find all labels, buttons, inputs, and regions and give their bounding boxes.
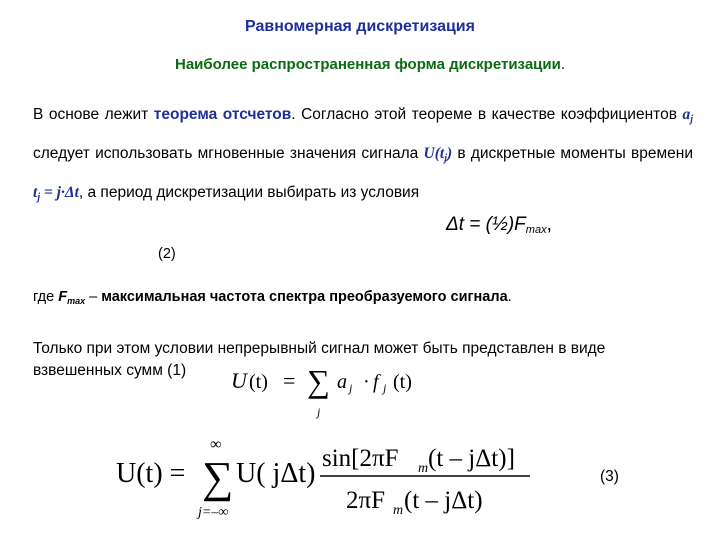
- f3-num-sub: m: [418, 461, 429, 476]
- formula-1: [225, 360, 435, 422]
- f1-f-sub: j: [383, 381, 387, 395]
- f1-u: U: [231, 368, 247, 393]
- f1-dot: ·: [363, 371, 370, 393]
- body-paragraph: [33, 98, 693, 215]
- signal-symbol: [424, 145, 453, 162]
- para-text-2: . Согласно этой теореме в качестве коэффициентов: [291, 106, 683, 123]
- time-symbol: [33, 184, 79, 201]
- f1-a: a: [337, 371, 347, 393]
- f1-t: (t): [249, 371, 268, 393]
- f3-numerator: sin[2πF: [322, 445, 399, 472]
- fmax-prefix: где: [33, 289, 59, 305]
- f3-term: U( jΔt): [236, 458, 316, 489]
- fmax-symbol: [58, 289, 85, 305]
- subtitle-text: Наиболее распространенная форма дискретизации: [174, 56, 561, 73]
- f3-lhs: U(t) =: [116, 458, 186, 489]
- slide-title: Равномерная дискретизация: [245, 18, 475, 35]
- coef-a-sub: j: [690, 114, 693, 125]
- para-text-3: следует использовать мгновенные значения сигнала: [33, 145, 424, 162]
- subtitle-period: .: [560, 56, 565, 73]
- equation-number-2: (2): [158, 246, 176, 262]
- fmax-end: .: [507, 289, 512, 305]
- signal-u-end: ): [446, 145, 453, 162]
- f3-num-tail: (t – jΔt)]: [428, 445, 515, 472]
- f1-a-sub: j: [349, 381, 353, 395]
- formula2-lhs: Δt = (½)F: [446, 214, 526, 235]
- coef-a: a: [682, 106, 691, 123]
- condition-paragraph: Только при этом условии непрерывный сигнал может быть представлен в виде взвешенных сумм (1): [33, 340, 606, 379]
- signal-u-sub: j: [444, 153, 447, 164]
- formula-3: [110, 432, 540, 524]
- time-expr: = j·Δt: [40, 184, 79, 201]
- f3-upper: ∞: [210, 436, 222, 453]
- f1-ft: (t): [393, 371, 412, 393]
- para-text-5: , а период дискретизации выбирать из условия: [78, 184, 420, 201]
- f1-f: f: [373, 371, 379, 393]
- slide-subtitle: [0, 56, 720, 73]
- coef-symbol: [682, 106, 693, 123]
- f3-lower: j=–∞: [198, 505, 229, 520]
- f1-eq: =: [283, 368, 296, 393]
- para-text-1: В основе лежит: [33, 106, 154, 123]
- f3-den-tail: (t – jΔt): [404, 487, 483, 514]
- fmax-definition: [33, 289, 512, 306]
- formula2-sub: max: [525, 224, 547, 236]
- f1-sum-sub: j: [317, 405, 321, 419]
- f1-sum: ∑: [307, 363, 330, 399]
- signal-u: U(t: [423, 145, 445, 162]
- formula2-tail: ,: [546, 214, 552, 235]
- term-sampling-theorem: теорема отсчетов: [153, 106, 292, 123]
- fmax-sub: max: [67, 296, 86, 306]
- time-t: t: [33, 184, 38, 201]
- time-t-sub: j: [37, 192, 41, 203]
- f3-sum: ∑: [202, 453, 234, 502]
- fmax-f: F: [58, 289, 68, 305]
- para-text-4: в дискретные моменты времени: [452, 145, 693, 162]
- fmax-description: максимальная частота спектра преобразуемого сигнала: [101, 289, 508, 305]
- f3-denominator: 2πF: [346, 487, 386, 514]
- equation-number-3: (3): [600, 468, 619, 485]
- formula-2: [446, 214, 552, 236]
- f3-den-sub: m: [393, 503, 404, 518]
- fmax-dash: –: [85, 289, 102, 305]
